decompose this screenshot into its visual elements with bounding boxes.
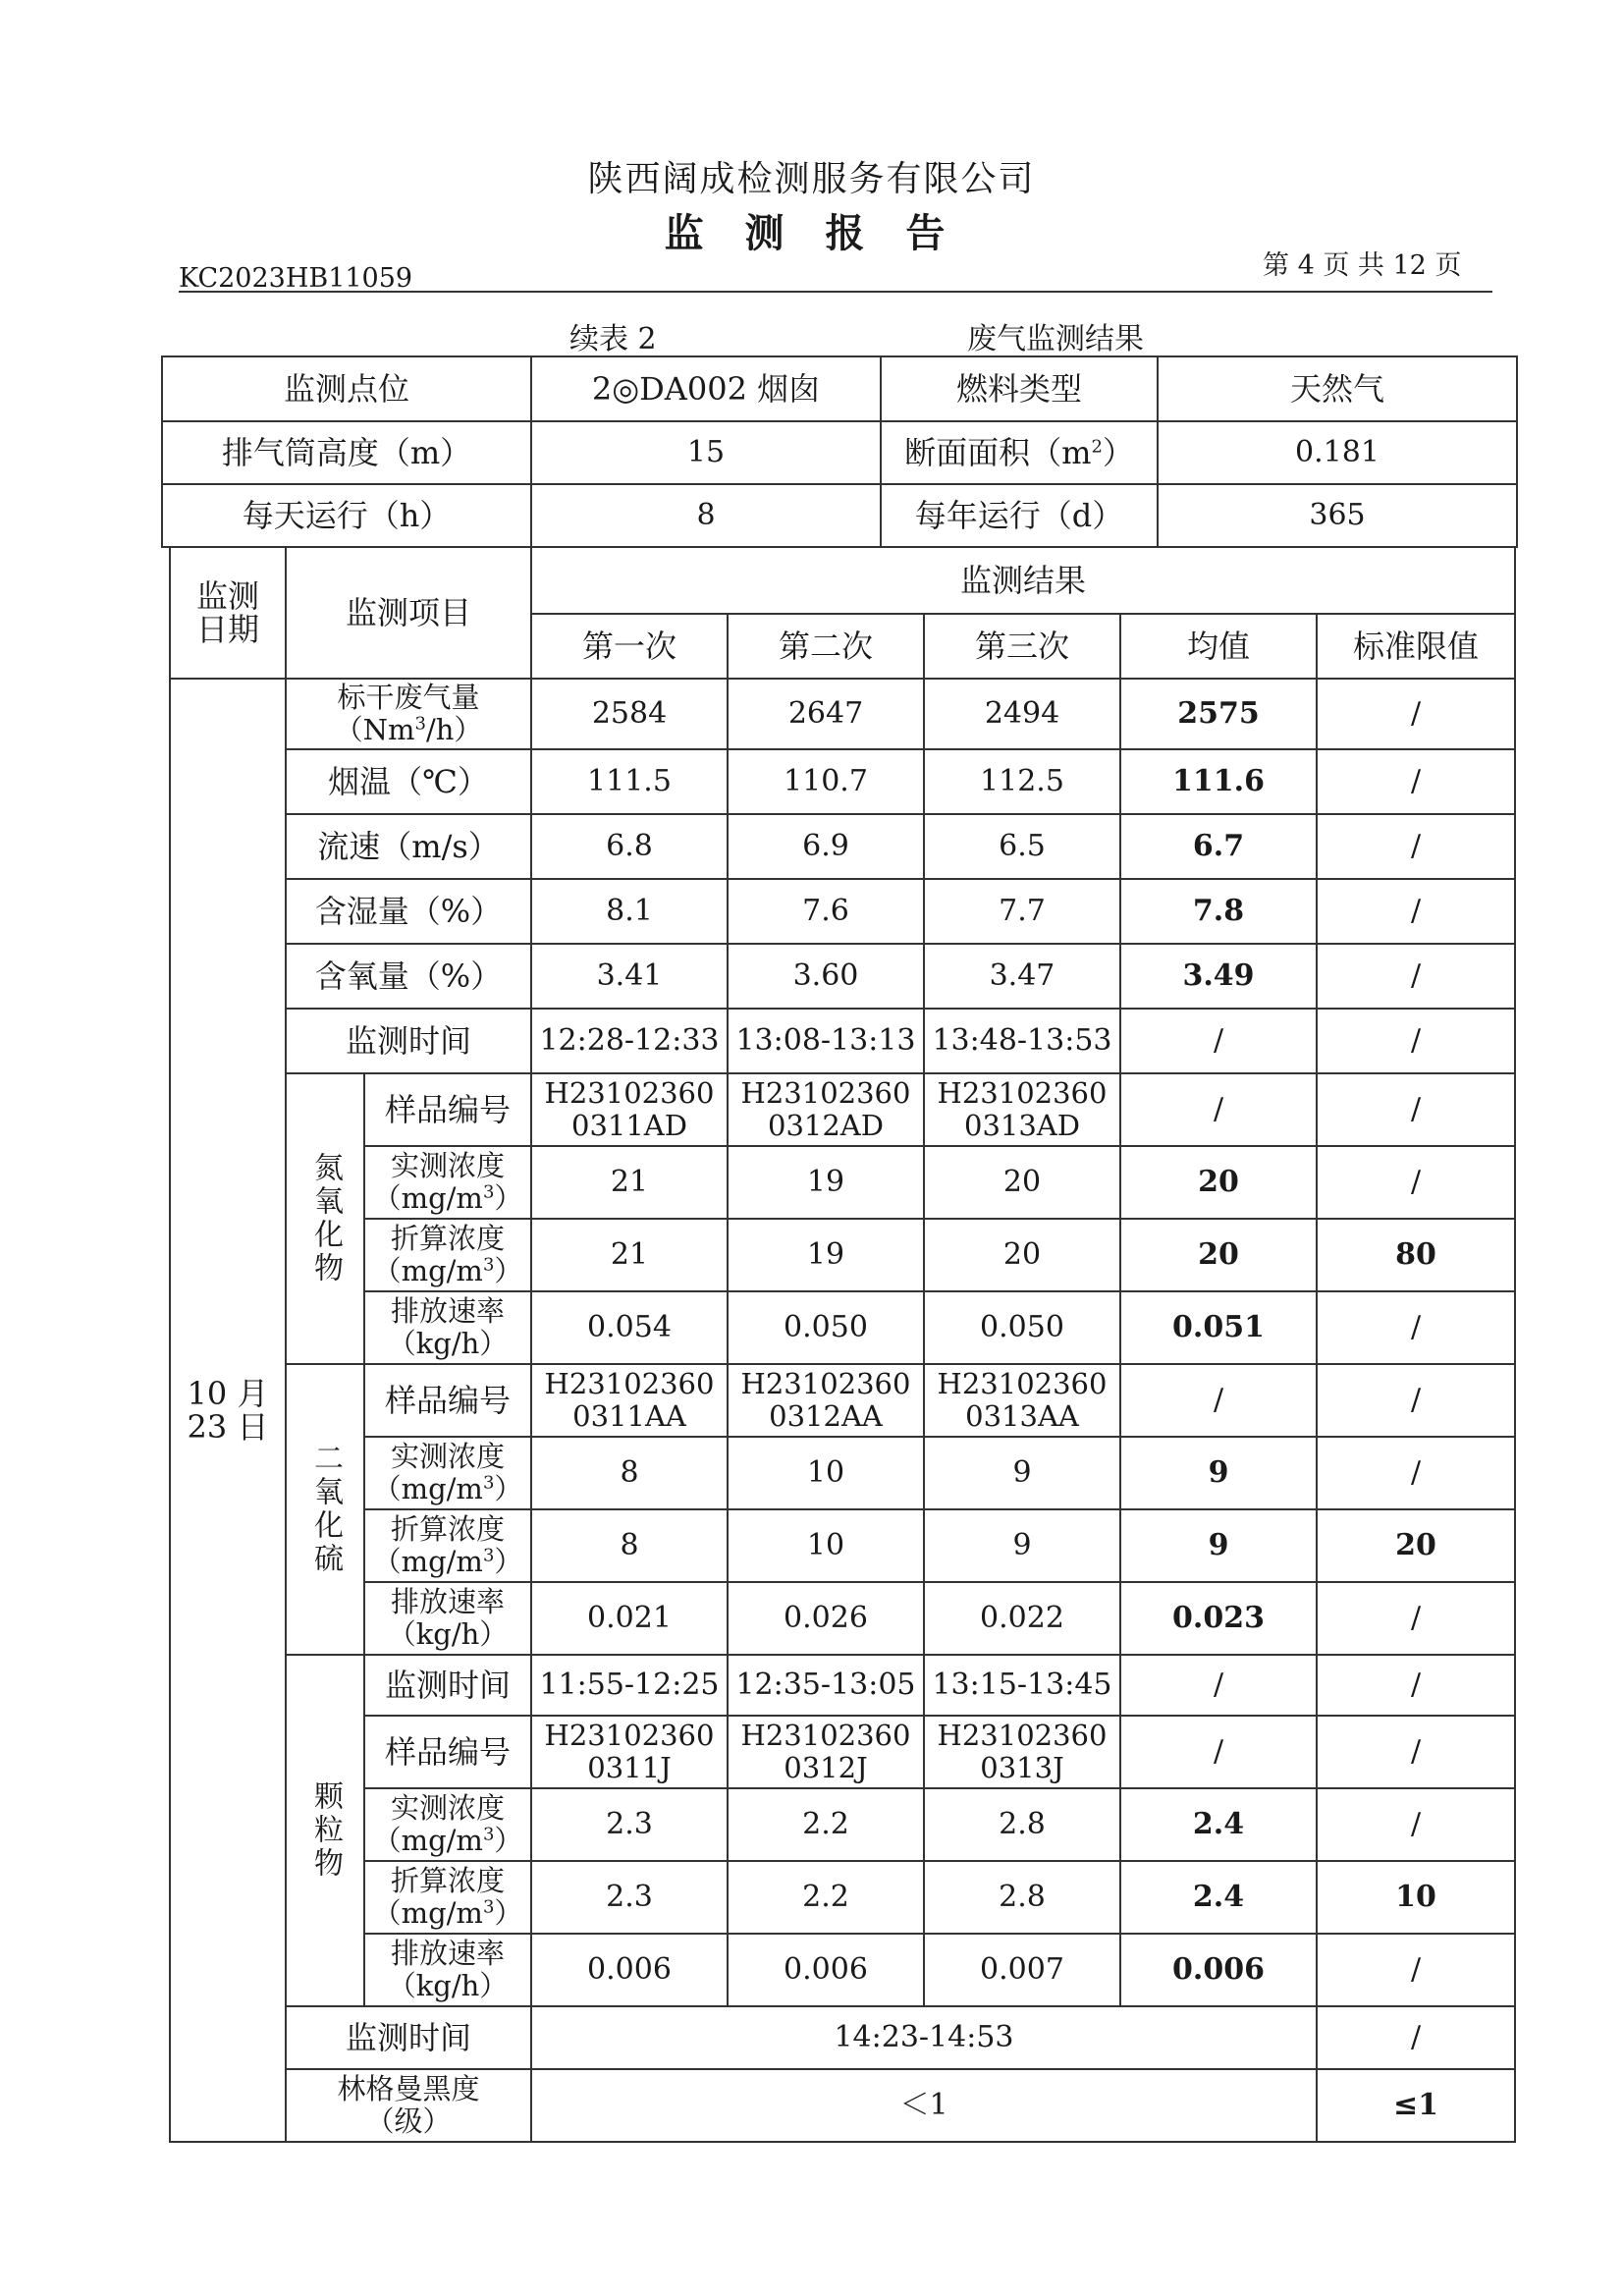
row-pm-sample <box>170 1716 1515 1788</box>
pm-rate-v3: 0.007 <box>924 1934 1120 2006</box>
row-pm-measured <box>170 1788 1515 1861</box>
info-row-height <box>162 421 1517 484</box>
velocity-limit: / <box>1317 814 1515 879</box>
nox-measured-v2: 19 <box>728 1146 924 1219</box>
ringelmann-time-value: 14:23-14:53 <box>531 2006 1317 2069</box>
item-header: 监测项目 <box>286 547 531 679</box>
pm-sample-avg: / <box>1120 1716 1317 1788</box>
pm-rate-v1: 0.006 <box>531 1934 728 2006</box>
moisture-v1: 8.1 <box>531 879 728 944</box>
so2-converted-label: 折算浓度 $(mg/m^3)$ <box>364 1509 531 1582</box>
pm-time-label: 监测时间 <box>364 1655 531 1716</box>
row-ringelmann-time <box>170 2006 1515 2069</box>
row-velocity <box>170 814 1515 879</box>
pm-converted-label: 折算浓度 $(mg/m^3)$ <box>364 1861 531 1934</box>
table-caption: 废气监测结果 <box>967 322 1144 356</box>
nox-rate-label: 排放速率 （kg/h） <box>364 1291 531 1364</box>
row-pm-rate <box>170 1934 1515 2006</box>
pm-time-v2: 12:35-13:05 <box>728 1655 924 1716</box>
info-table <box>161 355 1518 548</box>
header-rule <box>179 291 1492 293</box>
yearly-run-label: 每年运行（d） <box>881 484 1158 547</box>
pm-converted-v1: 2.3 <box>531 1861 728 1934</box>
row-nox-converted <box>170 1219 1515 1291</box>
so2-sample-label: 样品编号 <box>364 1364 531 1437</box>
info-row-point <box>162 356 1517 421</box>
so2-rate-limit: / <box>1317 1582 1515 1655</box>
table-continuation-label: 续表 2 <box>569 322 657 356</box>
so2-measured-label: 实测浓度 $(mg/m^3)$ <box>364 1437 531 1509</box>
so2-sample-limit: / <box>1317 1364 1515 1437</box>
height-value: 15 <box>531 421 881 484</box>
pm-measured-v2: 2.2 <box>728 1788 924 1861</box>
nox-sample-v2: H23102360 0312AD <box>728 1073 924 1146</box>
so2-converted-v3: 9 <box>924 1509 1120 1582</box>
area-value: 0.181 <box>1158 421 1517 484</box>
gas-time-avg: / <box>1120 1009 1317 1073</box>
report-number: KC2023HB11059 <box>179 263 413 294</box>
so2-sample-v3: H23102360 0313AA <box>924 1364 1120 1437</box>
row-temp <box>170 749 1515 814</box>
nox-converted-v3: 20 <box>924 1219 1120 1291</box>
row-pm-time <box>170 1655 1515 1716</box>
pm-sample-v3: H23102360 0313J <box>924 1716 1120 1788</box>
row-moisture <box>170 879 1515 944</box>
pm-rate-label: 排放速率 （kg/h） <box>364 1934 531 2006</box>
header-row-1 <box>170 547 1515 614</box>
so2-sample-v2: H23102360 0312AA <box>728 1364 924 1437</box>
date-header: 监测 日期 <box>170 547 286 679</box>
so2-measured-v1: 8 <box>531 1437 728 1509</box>
temp-v1: 111.5 <box>531 749 728 814</box>
row-nox-measured <box>170 1146 1515 1219</box>
pm-sample-v2: H23102360 0312J <box>728 1716 924 1788</box>
temp-limit: / <box>1317 749 1515 814</box>
daily-run-label: 每天运行（h） <box>162 484 531 547</box>
moisture-avg: 7.8 <box>1120 879 1317 944</box>
so2-rate-v3: 0.022 <box>924 1582 1120 1655</box>
row-gas-time <box>170 1009 1515 1073</box>
moisture-limit: / <box>1317 879 1515 944</box>
ringelmann-value: ＜1 <box>531 2069 1317 2142</box>
nox-sample-avg: / <box>1120 1073 1317 1146</box>
oxygen-avg: 3.49 <box>1120 944 1317 1009</box>
pm-time-limit: / <box>1317 1655 1515 1716</box>
nox-converted-avg: 20 <box>1120 1219 1317 1291</box>
row-oxygen <box>170 944 1515 1009</box>
temp-label: 烟温（℃） <box>286 749 531 814</box>
gas-time-label: 监测时间 <box>286 1009 531 1073</box>
nox-sample-limit: / <box>1317 1073 1515 1146</box>
row-nox-rate <box>170 1291 1515 1364</box>
date-cell: 10 月 23 日 <box>170 679 286 2142</box>
row-pm-converted <box>170 1861 1515 1934</box>
flow-limit: / <box>1317 679 1515 749</box>
daily-run-value: 8 <box>531 484 881 547</box>
temp-avg: 111.6 <box>1120 749 1317 814</box>
so2-rate-avg: 0.023 <box>1120 1582 1317 1655</box>
so2-measured-limit: / <box>1317 1437 1515 1509</box>
nox-measured-avg: 20 <box>1120 1146 1317 1219</box>
nox-converted-v2: 19 <box>728 1219 924 1291</box>
pm-converted-limit: 10 <box>1317 1861 1515 1934</box>
ringelmann-time-limit: / <box>1317 2006 1515 2069</box>
nox-sample-v1: H23102360 0311AD <box>531 1073 728 1146</box>
first-header: 第一次 <box>531 614 728 679</box>
nox-rate-v2: 0.050 <box>728 1291 924 1364</box>
fuel-label: 燃料类型 <box>881 356 1158 421</box>
nox-rate-v3: 0.050 <box>924 1291 1120 1364</box>
pm-measured-avg: 2.4 <box>1120 1788 1317 1861</box>
pm-converted-v2: 2.2 <box>728 1861 924 1934</box>
pm-rate-avg: 0.006 <box>1120 1934 1317 2006</box>
pm-time-avg: / <box>1120 1655 1317 1716</box>
pm-measured-label: 实测浓度 $(mg/m^3)$ <box>364 1788 531 1861</box>
oxygen-v3: 3.47 <box>924 944 1120 1009</box>
area-label: 断面面积$(m^2)$ <box>881 421 1158 484</box>
row-so2-sample <box>170 1364 1515 1437</box>
nox-sample-v3: H23102360 0313AD <box>924 1073 1120 1146</box>
oxygen-v2: 3.60 <box>728 944 924 1009</box>
gas-time-v3: 13:48-13:53 <box>924 1009 1120 1073</box>
pm-converted-avg: 2.4 <box>1120 1861 1317 1934</box>
row-ringelmann <box>170 2069 1515 2142</box>
row-so2-measured <box>170 1437 1515 1509</box>
pm-group-label: 颗粒物 <box>286 1655 364 2006</box>
so2-rate-v1: 0.021 <box>531 1582 728 1655</box>
fuel-value: 天然气 <box>1158 356 1517 421</box>
so2-converted-v1: 8 <box>531 1509 728 1582</box>
pm-measured-limit: / <box>1317 1788 1515 1861</box>
oxygen-limit: / <box>1317 944 1515 1009</box>
nox-sample-label: 样品编号 <box>364 1073 531 1146</box>
row-nox-sample <box>170 1073 1515 1146</box>
flow-label: 标干废气量 （Nm$^3$/h） <box>286 679 531 749</box>
oxygen-label: 含氧量（%） <box>286 944 531 1009</box>
so2-sample-v1: H23102360 0311AA <box>531 1364 728 1437</box>
results-header: 监测结果 <box>531 547 1515 614</box>
pm-time-v1: 11:55-12:25 <box>531 1655 728 1716</box>
velocity-v3: 6.5 <box>924 814 1120 879</box>
so2-converted-limit: 20 <box>1317 1509 1515 1582</box>
yearly-run-value: 365 <box>1158 484 1517 547</box>
moisture-label: 含湿量（%） <box>286 879 531 944</box>
so2-converted-v2: 10 <box>728 1509 924 1582</box>
results-table <box>169 546 1516 2143</box>
second-header: 第二次 <box>728 614 924 679</box>
pm-measured-v1: 2.3 <box>531 1788 728 1861</box>
info-row-runtime <box>162 484 1517 547</box>
pm-rate-limit: / <box>1317 1934 1515 2006</box>
nox-rate-limit: / <box>1317 1291 1515 1364</box>
nox-group-label: 氮氧化物 <box>286 1073 364 1364</box>
nox-converted-label: 折算浓度 $(mg/m^3)$ <box>364 1219 531 1291</box>
row-so2-converted <box>170 1509 1515 1582</box>
nox-converted-limit: 80 <box>1317 1219 1515 1291</box>
flow-v3: 2494 <box>924 679 1120 749</box>
nox-measured-v1: 21 <box>531 1146 728 1219</box>
nox-measured-v3: 20 <box>924 1146 1120 1219</box>
report-title: 监 测 报 告 <box>664 210 959 256</box>
row-so2-rate <box>170 1582 1515 1655</box>
flow-v2: 2647 <box>728 679 924 749</box>
third-header: 第三次 <box>924 614 1120 679</box>
so2-measured-avg: 9 <box>1120 1437 1317 1509</box>
gas-time-limit: / <box>1317 1009 1515 1073</box>
so2-rate-label: 排放速率 （kg/h） <box>364 1582 531 1655</box>
velocity-v2: 6.9 <box>728 814 924 879</box>
nox-measured-limit: / <box>1317 1146 1515 1219</box>
ringelmann-time-label: 监测时间 <box>286 2006 531 2069</box>
limit-header: 标准限值 <box>1317 614 1515 679</box>
point-value: 2◎DA002 烟囱 <box>531 356 881 421</box>
nox-rate-v1: 0.054 <box>531 1291 728 1364</box>
so2-measured-v3: 9 <box>924 1437 1120 1509</box>
ringelmann-label: 林格曼黑度 （级） <box>286 2069 531 2142</box>
page-info: 第 4 页 共 12 页 <box>1263 250 1462 281</box>
moisture-v2: 7.6 <box>728 879 924 944</box>
pm-sample-v1: H23102360 0311J <box>531 1716 728 1788</box>
pm-time-v3: 13:15-13:45 <box>924 1655 1120 1716</box>
avg-header: 均值 <box>1120 614 1317 679</box>
velocity-label: 流速（m/s） <box>286 814 531 879</box>
pm-rate-v2: 0.006 <box>728 1934 924 2006</box>
nox-measured-label: 实测浓度 $(mg/m^3)$ <box>364 1146 531 1219</box>
velocity-avg: 6.7 <box>1120 814 1317 879</box>
pm-sample-limit: / <box>1317 1716 1515 1788</box>
pm-sample-label: 样品编号 <box>364 1716 531 1788</box>
so2-measured-v2: 10 <box>728 1437 924 1509</box>
so2-group-label: 二氧化硫 <box>286 1364 364 1655</box>
oxygen-v1: 3.41 <box>531 944 728 1009</box>
row-flow <box>170 679 1515 749</box>
so2-converted-avg: 9 <box>1120 1509 1317 1582</box>
pm-measured-v3: 2.8 <box>924 1788 1120 1861</box>
so2-sample-avg: / <box>1120 1364 1317 1437</box>
temp-v2: 110.7 <box>728 749 924 814</box>
point-label: 监测点位 <box>162 356 531 421</box>
pm-converted-v3: 2.8 <box>924 1861 1120 1934</box>
so2-rate-v2: 0.026 <box>728 1582 924 1655</box>
temp-v3: 112.5 <box>924 749 1120 814</box>
moisture-v3: 7.7 <box>924 879 1120 944</box>
nox-converted-v1: 21 <box>531 1219 728 1291</box>
ringelmann-limit: ≤1 <box>1317 2069 1515 2142</box>
velocity-v1: 6.8 <box>531 814 728 879</box>
gas-time-v2: 13:08-13:13 <box>728 1009 924 1073</box>
height-label: 排气筒高度（m） <box>162 421 531 484</box>
flow-v1: 2584 <box>531 679 728 749</box>
gas-time-v1: 12:28-12:33 <box>531 1009 728 1073</box>
nox-rate-avg: 0.051 <box>1120 1291 1317 1364</box>
company-name: 陕西阔成检测服务有限公司 <box>587 159 1036 199</box>
flow-avg: 2575 <box>1120 679 1317 749</box>
